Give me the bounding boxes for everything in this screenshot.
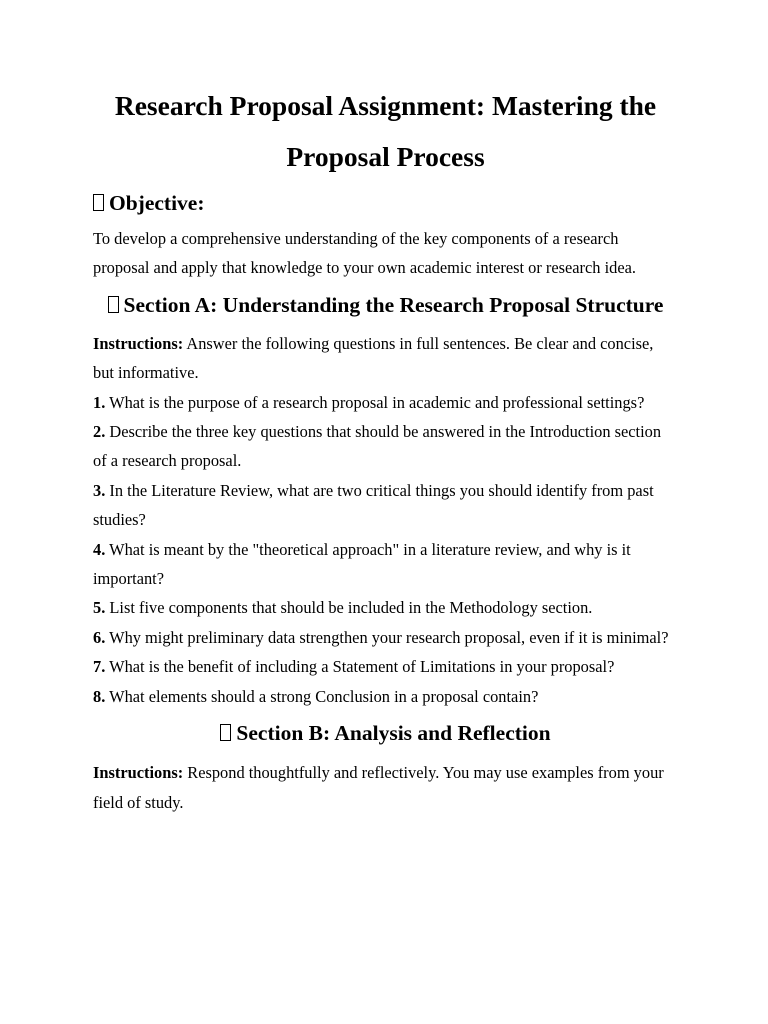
question-number: 6. [93,627,106,647]
question-number: 7. [93,657,106,677]
question-text: What elements should a strong Conclusion in a proposal contain? [105,686,539,706]
question-item [93,623,678,652]
section-a-heading-label: Section A: Understanding the Research Proposal Structure [123,292,664,317]
question-text: In the Literature Review, what are two critical things you should identify from past studies? [93,480,654,530]
document-page [93,80,678,817]
question-number: 5. [93,598,106,618]
question-item [93,682,678,711]
question-item [93,388,678,417]
question-number: 4. [93,539,106,559]
section-b-heading [93,714,678,752]
question-item [93,535,678,594]
question-text: What is meant by the "theoretical approach" in a literature review, and why is it important? [93,539,631,589]
question-item [93,652,678,681]
instructions-text: Respond thoughtfully and reflectively. You may use examples from your field of study. [93,763,664,812]
objective-paragraph: To develop a comprehensive understanding of the key components of a research proposal and apply that knowledge to your own academic interest or research idea. [93,229,636,278]
question-text: What is the purpose of a research proposal in academic and professional settings? [105,392,645,412]
question-number: 3. [93,480,106,500]
instructions-text: Answer the following questions in full sentences. Be clear and concise, but informative. [93,333,654,383]
question-item [93,417,678,476]
section-a-heading [93,286,678,324]
question-text: Why might preliminary data strengthen your research proposal, even if it is minimal? [105,627,669,647]
document-title: Research Proposal Assignment: Mastering the Proposal Process [114,90,657,172]
instructions-label: Instructions: [93,333,184,353]
question-number: 8. [93,686,106,706]
question-item [93,476,678,535]
section-a-instructions [93,329,678,388]
question-text: List five components that should be included in the Methodology section. [105,598,593,618]
question-number: 2. [93,422,106,442]
objective-heading-label: Objective: [109,191,205,215]
question-number: 1. [93,392,106,412]
question-text: What is the benefit of including a Statement of Limitations in your proposal? [105,657,615,677]
section-b-heading-label: Section B: Analysis and Reflection [236,721,551,746]
section-b-instructions [93,758,678,817]
missing-glyph-box-icon [93,194,104,211]
missing-glyph-box-icon [220,724,231,741]
objective-heading [93,188,678,218]
question-text: Describe the three key questions that should be answered in the Introduction section of a research proposal. [93,422,662,471]
instructions-label: Instructions: [93,763,184,783]
missing-glyph-box-icon [108,296,119,313]
question-item [93,593,678,622]
